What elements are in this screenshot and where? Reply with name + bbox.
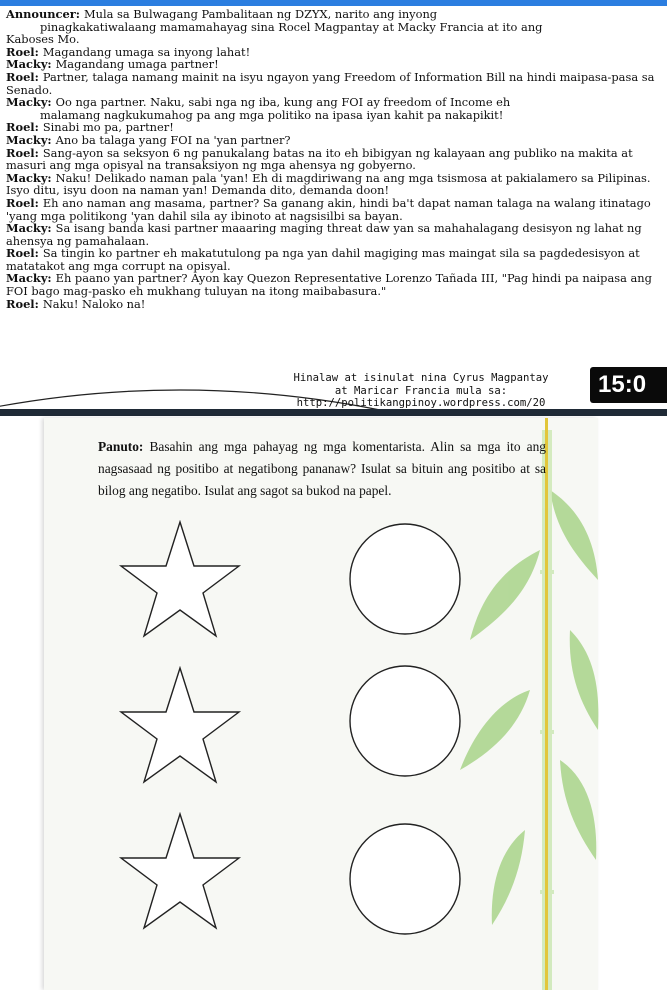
- script-line: [6, 147, 661, 172]
- speaker-label: Announcer:: [6, 7, 80, 21]
- line-text: Mula sa Bulwagang Pambalitaan ng DZYX, narito ang inyong: [83, 7, 438, 21]
- speaker-label: Roel:: [6, 120, 39, 135]
- script-line: [6, 71, 661, 96]
- script-line: [6, 172, 661, 197]
- source-authors: Hinalaw at isinulat nina Cyrus Magpantay: [293, 372, 549, 384]
- speaker-label: Roel:: [6, 44, 39, 59]
- radio-script: [6, 8, 661, 310]
- speaker-label: Macky:: [6, 271, 52, 286]
- margin-line: [545, 418, 548, 990]
- speaker-label: Roel:: [6, 69, 39, 84]
- top-status-bar: [0, 0, 667, 6]
- line-text: malamang nagkukumahog pa ang mga politiko na ipasa iyan kahit pa nakapikit!: [40, 107, 504, 122]
- line-text: Sinabi mo pa, partner!: [42, 120, 174, 135]
- script-line: [6, 247, 661, 272]
- instructions: [98, 436, 546, 502]
- script-line: [6, 272, 661, 297]
- answer-star-icon: [118, 520, 242, 638]
- line-text: Oo nga partner. Naku, sabi nga ng iba, kung ang FOI ay freedom of Income eh: [55, 95, 511, 110]
- speaker-label: Macky:: [6, 95, 52, 110]
- speaker-label: Macky:: [6, 132, 52, 147]
- source-credit: [256, 372, 586, 410]
- answer-circle-icon: [348, 522, 462, 636]
- speaker-label: Macky:: [6, 170, 52, 185]
- speaker-label: Roel:: [6, 296, 39, 311]
- speaker-label: Roel:: [6, 145, 39, 160]
- line-text: Magandang umaga sa inyong lahat!: [42, 44, 251, 59]
- line-text: Magandang umaga partner!: [55, 57, 219, 72]
- section-divider: [0, 409, 667, 416]
- line-text: Eh ano naman ang masama, partner? Sa ganang akin, hindi ba't dapat naman talaga na walang itinatago 'yang mga politikong 'yan dahil sila ay ibinoto at nagsisilbi sa bayan.: [6, 195, 651, 223]
- answer-circle-icon: [348, 822, 462, 936]
- line-text: Sang-ayon sa seksyon 6 ng panukalang batas na ito eh bibigyan ng kalayaan ang publiko na makita at masuri ang mga opisyal na transaksiyon ng mga ahensya ng gobyerno.: [6, 145, 633, 173]
- line-text: Eh paano yan partner? Ayon kay Quezon Representative Lorenzo Tañada III, "Pag hindi pa naipasa ang FOI bago mag-pasko eh mukhang tuluyan na itong maibabasura.": [6, 271, 652, 299]
- instructions-lead: Panuto:: [98, 439, 144, 454]
- line-text: Ano ba talaga yang FOI na 'yan partner?: [55, 132, 291, 147]
- script-line: [6, 21, 661, 34]
- line-text: Kaboses Mo.: [6, 32, 80, 47]
- speaker-label: Macky:: [6, 221, 52, 236]
- line-text: pinagkakatiwalaang mamamahayag sina Rocel Magpantay at Macky Francia at ito ang: [40, 19, 543, 34]
- source-url: http://politikangpinoy.wordpress.com/20: [296, 397, 546, 409]
- video-timer: 15:0: [590, 367, 667, 403]
- source-note: at Maricar Francia mula sa:: [334, 384, 508, 397]
- answer-circle-icon: [348, 664, 462, 778]
- instructions-text: Basahin ang mga pahayag ng mga komentarista. Alin sa mga ito ang nagsasaad ng positibo at negatibong pananaw? Isulat sa bituin ang positibo at sa bilog ang negatibo. Isulat ang sagot sa bukod na papel.: [98, 439, 546, 498]
- line-text: Sa isang banda kasi partner maaaring maging threat daw yan sa mahahalagang desisyon ng lahat ng ahensya ng pamahalaan.: [6, 221, 642, 248]
- speaker-label: Roel:: [6, 195, 39, 210]
- speaker-label: Macky:: [6, 57, 52, 72]
- script-line: [6, 298, 661, 311]
- line-text: Naku! Naloko na!: [42, 296, 146, 311]
- line-text: Partner, talaga namang mainit na isyu ngayon yang Freedom of Information Bill na hindi maipasa-pasa sa Senado.: [6, 69, 655, 97]
- script-line: [6, 197, 661, 222]
- script-line: [6, 222, 661, 247]
- speaker-label: Roel:: [6, 246, 39, 261]
- answer-star-icon: [118, 812, 242, 930]
- answer-star-icon: [118, 666, 242, 784]
- line-text: Sa tingin ko partner eh makatutulong pa nga yan dahil magiging mas maingat sila sa pagdedesisyon at matatakot ang mga corrupt na opisyal.: [6, 246, 640, 273]
- line-text: Naku! Delikado naman pala 'yan! Eh di magdiriwang na ang mga tsismosa at pakialamero sa Pilipinas. Isyo ditu, isyu doon na naman yan! Demanda dito, demanda doon!: [6, 170, 651, 198]
